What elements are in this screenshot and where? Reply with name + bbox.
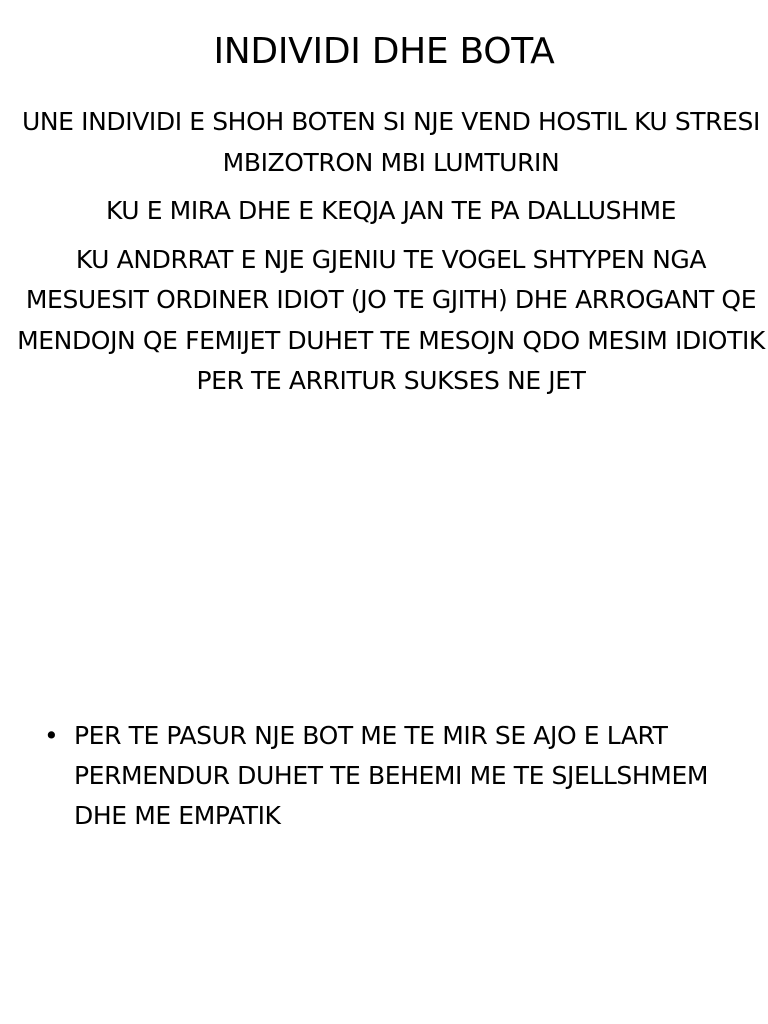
body-paragraph: KU E MIRA DHE E KEQJA JAN TE PA DALLUSHME xyxy=(105,196,677,225)
bullet-item xyxy=(44,716,724,836)
slide-title: INDIVIDI DHE BOTA xyxy=(213,31,555,72)
body-paragraph: UNE INDIVIDI E SHOH BOTEN SI NJE VEND HOSTIL KU STRESI MBIZOTRON MBI LUMTURIN xyxy=(21,107,760,177)
body-text-block xyxy=(16,102,766,410)
bullet-list xyxy=(44,716,724,836)
body-paragraph: KU ANDRRAT E NJE GJENIU TE VOGEL SHTYPEN NGA MESUESIT ORDINER IDIOT (JO TE GJITH) DHE ARROGANT QE MENDOJN QE FEMIJET DUHET TE MESOJN QDO MESIM IDIOTIK PER TE ARRITUR SUKSES NE JET xyxy=(17,244,765,395)
bullet-marker: • xyxy=(44,721,59,750)
bullet-text: PER TE PASUR NJE BOT ME TE MIR SE AJO E LART PERMENDUR DUHET TE BEHEMI ME TE SJELLSHMEM DHE ME EMPATIK xyxy=(74,721,709,830)
